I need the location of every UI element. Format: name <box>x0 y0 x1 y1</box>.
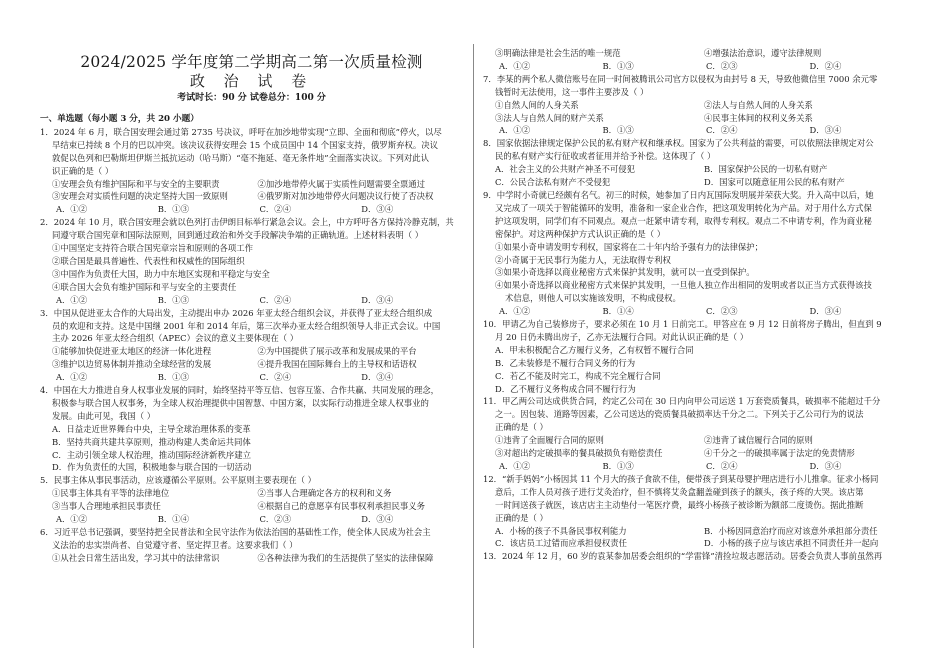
question-10: 10．甲请乙为自己装修房子，要求必须在 10 月 1 日前完工。甲答应在 9 月 12 日前将房子腾出，但直到 9 月 20 日仍未腾出房子，乙亦无法履行合同。对此认识正确的是（ ） A．甲未积极配合乙方履行义务，乙有权暂不履行合同 B．乙未装修是不履行合同义务的行为 C．若乙不能及时完工，构成不完全履行合同 D．乙不履行义务构成合同不履行行为 <box>483 319 882 394</box>
exam-title: 2024/2025 学年度第二学期高二第一次质量检测 <box>80 53 423 71</box>
answer-options: A．①② B．①③ C．②④ D．③④ <box>499 461 842 471</box>
question-9: 9．中学时小奇就已经颇有名气。初三的时候，她参加了日内瓦国际发明展并荣获大奖。升入高中以后，她 又完成了一项关于智能循环的发明，准备和一家企业合作，把这项发明转化为产品。对于用什么方式保 护这项发明，同学们有不同观点。观点一赶紧申请专利，取得专利权。观点二不申请专利，作为商业秘 密保护。对这两种保护方式认识正确的是（ ） ①如果小奇申请发明专利权，国家将在二十年内给予强有力的法律保护； ②小奇属于无民事行为能力人，无法取得专利权 ③如果小奇选择以商业秘密方式来保护其发明，就可以一直受到保护。 ④如果小奇选择以商业秘密方式来保护其发明，一旦他人独立作出相同的发明或者以正当方式获得该技 术信息，则他人可以实施该发明，不构成侵权。 A．①② B．①④ C．②③ D．③④ <box>483 189 913 318</box>
question-6-continued: ③明确法律是社会生活的唯一规范 ④增强法治意识，遵守法律规则 A．①② B．①③ C．②③ D．②④ <box>483 47 913 73</box>
answer-options: A．①② B．①④ C．②③ D．③④ <box>56 514 394 525</box>
question-11: 11．甲乙两公司达成供货合同，约定乙公司在 30 日内向甲公司运送 1 万套瓷质餐具，破损率不能超过千分 之一。因包装、道路等因素，乙公司送达的瓷质餐具破损率达千分之二。下列关于乙公司行为的说法 正确的是（ ） ①违背了全面履行合同的原则 ②违背了诚信履行合同的原则 ③对超出约定破损率的餐具破损负有赔偿责任 ④千分之一的破损率属于法定的免责情形 A．①② B．①③ C．②④ D．③④ <box>483 395 913 472</box>
exam-meta: 考试时长：90 分 试卷总分：100 分 <box>177 93 326 103</box>
question-7: 7．李某的两个私人微信账号在同一时间被腾讯公司官方以侵权为由封号 8 天，导致他微信里 7000 余元零 钱暂时无法使用，这一事件主要涉及（ ） ①自然人间的人身关系 ②法人与自然人间的人身关系 ③法人与自然人间的财产关系 ④民事主体间的权利义务关系 A．①② B．①③ C．②④ D．③④ <box>483 73 913 138</box>
left-column <box>40 0 463 565</box>
question-2: 2．2024 年 10 月，联合国安理会就以色列打击伊朗目标举行紧急会议。会上，中方呼吁各方保持冷静克制，共 同遵守联合国宪章和国际法原则，回到通过政治和外交手段解决争端的正确轨道。上述材料表明（ ） ①中国坚定支持符合联合国宪章宗旨和原则的各项工作 ②联合国是最具普遍性、代表性和权威性的国际组织 ③中国作为负责任大国，助力中东地区实现和平稳定与安全 ④联合国大会负有维护国际和平与安全的主要责任 A．①② B．①③ C．②④ D．③④ <box>40 216 463 306</box>
answer-options: A．①② B．①③ C．②④ D．③④ <box>56 372 394 383</box>
question-4: 4．中国在大力推进自身人权事业发展的同时，始终坚持平等互信、包容互鉴、合作共赢、共同发展的理念， 积极参与联合国人权事务，为全球人权治理提供中国智慧、中国方案，以实际行动推进全球人权事业的 发展。由此可见，我国（ ） A．日益走近世界舞台中央，主导全球治理体系的变革 B．坚持共商共建共享原则，推动构建人类命运共同体 C．主动引领全球人权治理，推动国际经济新秩序建立 D．作为负责任的大国，积极地参与联合国的一切活动 <box>40 385 439 473</box>
right-column <box>483 47 913 563</box>
question-1: 1．2024 年 6 月，联合国安理会通过第 2735 号决议，呼吁在加沙地带实现“立即、全面和彻底”停火，以尽 早结束已持续 8 个月的巴以冲突。该决议获得安理会 15 个成员国中 14 个国家支持，俄罗斯弃权。决议 敦促以色列和巴勒斯坦伊斯兰抵抗运动（哈马斯）“毫不拖延、毫无条件地”全面落实决议。下列对此认 识正确的是（ ） ①安理会负有维护国际和平与安全的主要职责 ②加沙地带停火属于实质性问题需要全票通过 ③安理会对实质性问题的决定坚持大国一致原则 ④俄罗斯对加沙地带停火问题决议行使了否决权 A．①② B．①③ C．②④ D．③④ <box>40 126 463 216</box>
answer-options: A．①② B．①③ C．②④ D．③④ <box>56 204 394 215</box>
question-3: 3．中国从促进亚太合作的大局出发，主动提出申办 2026 年亚太经合组织会议，并获得了亚太经合组织成 员的欢迎和支持。这是中国继 2001 年和 2014 年后，第三次举办亚太经合组织领导人非正式会议。中国 主办 2026 年亚太经合组织（APEC）会议的意义主要体现在（ ） ①能够加快促进亚太地区的经济一体化进程 ②为中国提供了展示改革和发展成果的平台 ③维护以边贸易体制并推动全球经营的发展 ④提升我国在国际舞台上的主导权和话语权 A．①② B．①③ C．②④ D．③④ <box>40 307 463 384</box>
answer-options: A．①② B．①③ C．②④ D．③④ <box>56 294 394 305</box>
answer-options: A．①② B．①④ C．②③ D．③④ <box>499 306 842 317</box>
exam-subject: 政 治 试 卷 <box>189 72 314 90</box>
answer-options: A．①② B．①③ C．②③ D．②④ <box>499 60 842 71</box>
question-6: 6．习近平总书记强调，要坚持把全民普法和全民守法作为依法治国的基础性工作，使全体人民成为社会主 义法治的忠实崇尚者、自觉遵守者、坚定捍卫者。这要求我们（ ） ①从社会日常生活出发，学习其中的法律常识 ②各种法律为我们的生活提供了坚实的法律保障 <box>40 527 434 563</box>
section-heading: 一、单选题（每小题 3 分，共 20 小题） <box>40 114 199 124</box>
answer-options: A．①② B．①③ C．②④ D．③④ <box>499 125 842 136</box>
question-5: 5．民事主体从事民事活动，应该遵循公平原则。公平原则主要表现在（ ） ①民事主体具有平等的法律地位 ②当事人合理确定各方的权利和义务 ③当事人合理地承担民事责任 ④根据自己的意愿享有民事权利承担民事义务 A．①② B．①④ C．②③ D．③④ <box>40 474 463 526</box>
question-13: 13．2024 年 12 月，60 岁的袁某参加居委会组织的“学雷锋”清捡垃圾志愿活动。居委会负责人事前虽然再 <box>483 551 883 562</box>
question-12: 12．“新手妈妈”小杨因其 11 个月大的孩子食欲不佳，便带孩子到某母婴护理店进行小儿推拿。征求小杨同 意后，工作人员对孩子进行艾灸治疗，但不慎将艾灸盒翻盖碰到孩子的额头，孩子疼的大哭。该店第 一时间送孩子就医，该店店主主动垫付一笔医疗费，最终小杨孩子被诊断为额部二度烫伤。据此推断 正确的是（ ） A．小杨的孩子不具备民事权利能力 B．小杨因同意治疗而应对该意外承担部分责任 C．该店员工过错而应承担侵权责任 D．小杨的孩子应与该店承担不同责任并一起向 <box>483 473 879 549</box>
question-8: 8．国家依据法律规定保护公民的私有财产权和继承权。国家为了公共利益的需要，可以依照法律规定对公 民的私有财产实行征收或者征用并给予补偿。这体现了（ ） A．社会主义的公共财产神圣不可侵犯 B．国家保护公民的一切私有财产 C．公民合法私有财产不受侵犯 D．国家可以随意征用公民的私有财产 <box>483 138 874 188</box>
column-divider <box>473 44 474 648</box>
